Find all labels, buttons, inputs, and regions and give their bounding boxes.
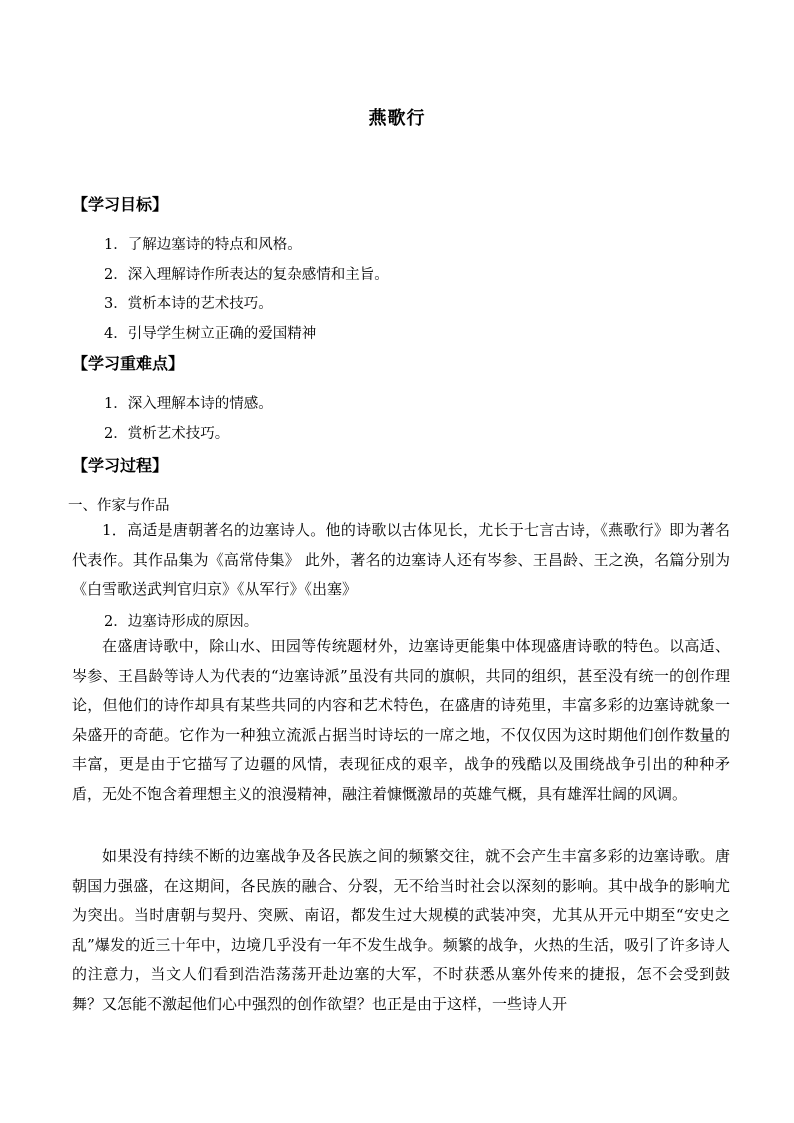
- objective-item-1: 1．了解边塞诗的特点和风格。: [104, 237, 302, 253]
- process-heading: 【学习过程】: [72, 456, 169, 475]
- process-subhead: 一、作家与作品: [68, 498, 170, 514]
- objectives-heading: 【学习目标】: [72, 195, 169, 214]
- process-item-2: 2．边塞诗形成的原因。: [104, 614, 259, 630]
- document-title: 燕歌行: [368, 108, 426, 129]
- process-paragraph-3: 如果没有持续不断的边塞战争及各民族之间的频繁交往，就不会产生丰富多彩的边塞诗歌。唐朝国力强盛，在这期间，各民族的融合、分裂，无不给当时社会以深刻的影响。其中战争的影响尤为突出。当时唐朝与契丹、突厥、南诏，都发生过大规模的武装冲突，尤其从开元中期至“安史之乱”爆发的近三十年中，边境几乎没有一年不发生战争。频繁的战争，火热的生活，吸引了许多诗人的注意力，当文人们看到浩浩荡荡开赴边塞的大军，不时获悉从塞外传来的捷报，怎不会受到鼓舞？又怎能不激起他们心中强烈的创作欲望？也正是由于这样，一些诗人开: [72, 847, 730, 1013]
- keypoint-item-2: 2．赏析艺术技巧。: [104, 426, 230, 442]
- objective-item-2: 2．深入理解诗作所表达的复杂感情和主旨。: [104, 267, 389, 283]
- objective-item-4: 4．引导学生树立正确的爱国精神: [104, 326, 317, 342]
- keypoint-item-1: 1．深入理解本诗的情感。: [104, 396, 273, 412]
- objective-item-3: 3．赏析本诗的艺术技巧。: [104, 296, 273, 312]
- keypoints-heading: 【学习重难点】: [72, 354, 185, 373]
- process-paragraph-1: 1．高适是唐朝著名的边塞诗人。他的诗歌以古体见长，尤长于七言古诗，《燕歌行》即为著名代表作。其作品集为《高常侍集》 此外，著名的边塞诗人还有岑参、王昌龄、王之涣，名篇分别为《白雪歌送武判官归京》《从军行》《出塞》: [72, 521, 730, 598]
- process-paragraph-2: 在盛唐诗歌中，除山水、田园等传统题材外，边塞诗更能集中体现盛唐诗歌的特色。以高适、岑参、王昌龄等诗人为代表的“边塞诗派”虽没有共同的旗帜，共同的组织，甚至没有统一的创作理论，但他们的诗作却具有某些共同的内容和艺术特色，在盛唐的诗苑里，丰富多彩的边塞诗就象一朵盛开的奇葩。它作为一种独立流派占据当时诗坛的一席之地，不仅仅因为这时期他们创作数量的丰富，更是由于它描写了边疆的风情，表现征戍的艰辛，战争的残酷以及围绕战争引出的种种矛盾，无处不饱含着理想主义的浪漫精神，融注着慷慨激昂的英雄气概，具有雄浑壮阔的风调。: [72, 637, 730, 803]
